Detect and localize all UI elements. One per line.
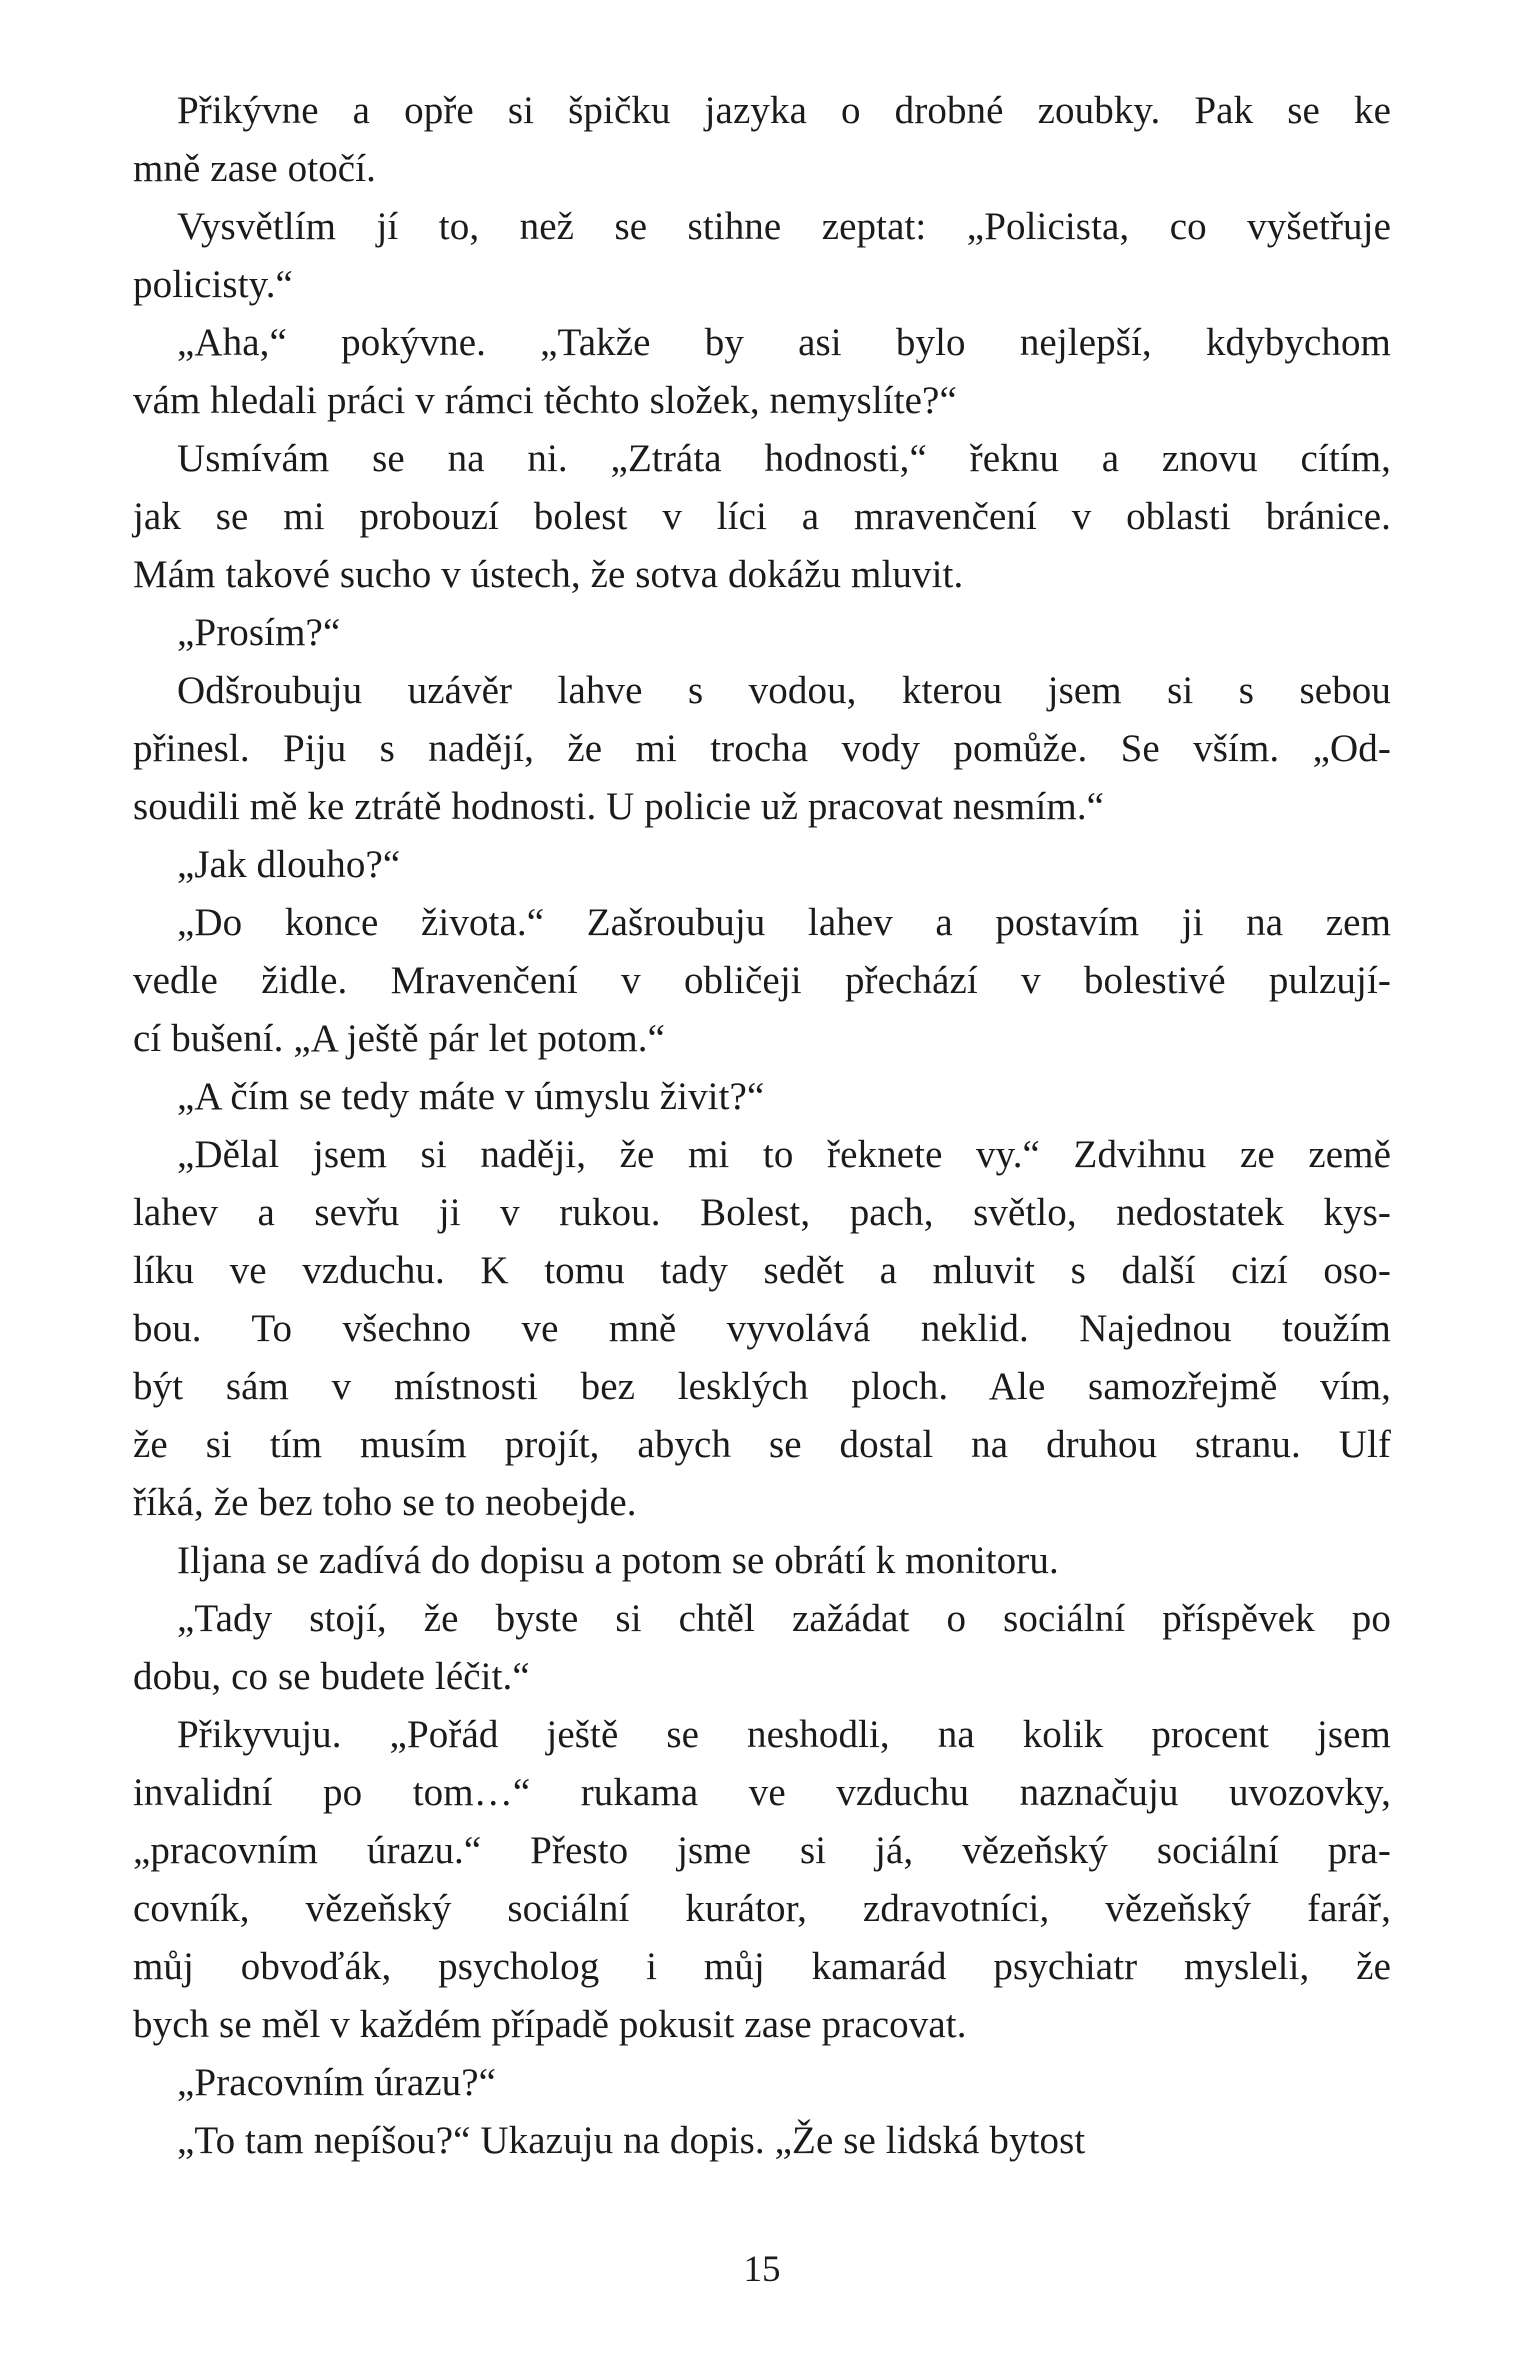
paragraph — [133, 894, 1391, 1068]
text-line: „Tady stojí, že byste si chtěl zažádat o sociální příspěvek po — [177, 1597, 1391, 1640]
paragraph — [133, 2054, 1391, 2112]
text-line: „pracovním úrazu.“ Přesto jsme si já, vězeňský sociální pra- — [133, 1829, 1391, 1872]
text-line: být sám v místnosti bez lesklých ploch. Ale samozřejmě vím, — [133, 1365, 1391, 1408]
text-line: „To tam nepíšou?“ Ukazuju na dopis. „Že se lidská bytost — [177, 2119, 1086, 2162]
paragraph — [133, 198, 1391, 314]
paragraph — [133, 604, 1391, 662]
text-line: soudili mě ke ztrátě hodnosti. U policie už pracovat nesmím.“ — [133, 785, 1105, 828]
paragraph — [133, 836, 1391, 894]
text-line: můj obvoďák, psycholog i můj kamarád psychiatr mysleli, že — [133, 1945, 1391, 1988]
paragraph — [133, 1068, 1391, 1126]
text-line: Mám takové sucho v ústech, že sotva dokážu mluvit. — [133, 553, 964, 596]
text-line: Iljana se zadívá do dopisu a potom se obrátí k monitoru. — [177, 1539, 1059, 1582]
text-line: „Prosím?“ — [177, 611, 341, 654]
text-line: „Dělal jsem si naději, že mi to řeknete vy.“ Zdvihnu ze země — [177, 1133, 1391, 1176]
text-line: říká, že bez toho se to neobejde. — [133, 1481, 637, 1524]
paragraph — [133, 1532, 1391, 1590]
paragraph — [133, 1706, 1391, 2054]
text-line: bou. To všechno ve mně vyvolává neklid. Najednou toužím — [133, 1307, 1391, 1350]
text-line: jak se mi probouzí bolest v líci a mravenčení v oblasti bránice. — [133, 495, 1391, 538]
text-line: vedle židle. Mravenčení v obličeji přechází v bolestivé pulzují- — [133, 959, 1391, 1002]
paragraph — [133, 2112, 1391, 2170]
paragraph — [133, 82, 1391, 198]
text-line: Přikývne a opře si špičku jazyka o drobné zoubky. Pak se ke — [177, 89, 1391, 132]
text-line: líku ve vzduchu. K tomu tady sedět a mluvit s další cizí oso- — [133, 1249, 1391, 1292]
text-line: „Aha,“ pokývne. „Takže by asi bylo nejlepší, kdybychom — [177, 321, 1391, 364]
text-line: Přikyvuju. „Pořád ještě se neshodli, na kolik procent jsem — [177, 1713, 1391, 1756]
text-line: „Jak dlouho?“ — [177, 843, 401, 886]
text-line: „A čím se tedy máte v úmyslu živit?“ — [177, 1075, 765, 1118]
text-line: „Pracovním úrazu?“ — [177, 2061, 497, 2104]
text-line: cí bušení. „A ještě pár let potom.“ — [133, 1017, 666, 1060]
text-line: lahev a sevřu ji v rukou. Bolest, pach, světlo, nedostatek kys- — [133, 1191, 1391, 1234]
text-line: covník, vězeňský sociální kurátor, zdravotníci, vězeňský farář, — [133, 1887, 1391, 1930]
text-line: „Do konce života.“ Zašroubuju lahev a postavím ji na zem — [177, 901, 1391, 944]
text-line: policisty.“ — [133, 263, 293, 306]
paragraph — [133, 430, 1391, 604]
text-line: Usmívám se na ni. „Ztráta hodnosti,“ řeknu a znovu cítím, — [177, 437, 1391, 480]
page-number: 15 — [743, 2249, 781, 2290]
text-line: Odšroubuju uzávěr lahve s vodou, kterou jsem si s sebou — [177, 669, 1391, 712]
text-line: dobu, co se budete léčit.“ — [133, 1655, 530, 1698]
text-line: Vysvětlím jí to, než se stihne zeptat: „Policista, co vyšetřuje — [177, 205, 1391, 248]
text-line: invalidní po tom…“ rukama ve vzduchu naznačuju uvozovky, — [133, 1771, 1391, 1814]
text-line: vám hledali práci v rámci těchto složek, nemyslíte?“ — [133, 379, 957, 422]
text-line: bych se měl v každém případě pokusit zase pracovat. — [133, 2003, 967, 2046]
page-text — [133, 82, 1391, 2170]
text-line: mně zase otočí. — [133, 147, 376, 190]
text-line: že si tím musím projít, abych se dostal na druhou stranu. Ulf — [133, 1423, 1391, 1466]
paragraph — [133, 314, 1391, 430]
paragraph — [133, 1126, 1391, 1532]
paragraph — [133, 1590, 1391, 1706]
paragraph — [133, 662, 1391, 836]
text-line: přinesl. Piju s nadějí, že mi trocha vody pomůže. Se vším. „Od- — [133, 727, 1391, 770]
